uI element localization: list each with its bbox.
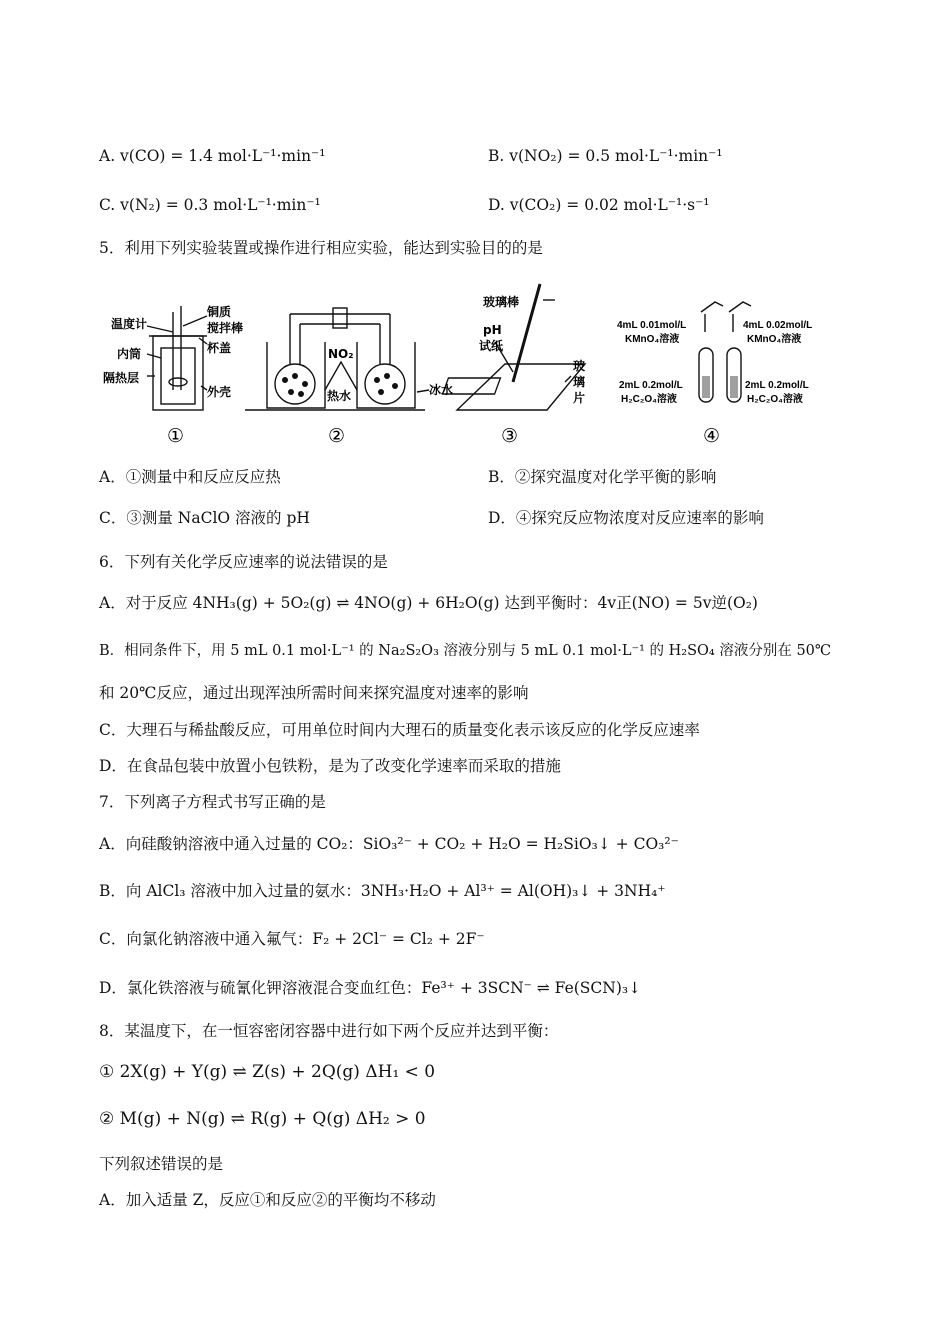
q7-option-b: B．向 AlCl₃ 溶液中加入过量的氨水：3NH₃·H₂O + Al³⁺ = Al(OH)₃↓ + 3NH₄⁺ (99, 882, 666, 900)
fig3-glass-plate (457, 364, 585, 410)
fig4-label-right-kmno4: KMnO₄溶液 (747, 334, 802, 345)
fig1-label-lid: 杯盖 (207, 341, 232, 355)
q8-reaction-2: ② M(g) + N(g) ⇌ R(g) + Q(g) ΔH₂ > 0 (99, 1109, 426, 1129)
q8-question: 下列叙述错误的是 (99, 1155, 224, 1173)
fig1-label-shell: 外壳 (207, 385, 232, 399)
q4-option-d: D. v(CO₂) = 0.02 mol·L⁻¹·s⁻¹ (488, 196, 710, 214)
fig1-label-insulation: 隔热层 (103, 371, 140, 385)
fig3-number: ③ (501, 425, 519, 447)
q8-stem: 8．某温度下，在一恒容密闭容器中进行如下两个反应并达到平衡： (99, 1022, 559, 1040)
q5-option-b: B．②探究温度对化学平衡的影响 (488, 468, 717, 486)
fig4-label-right-h2c2o4: H₂C₂O₄溶液 (747, 394, 803, 405)
fig4-label-right-h2c2o4-conc: 2mL 0.2mol/L (745, 380, 809, 391)
fig2-right-bulb (365, 364, 405, 404)
q6-option-c: C．大理石与稀盐酸反应，可用单位时间内大理石的质量变化表示该反应的化学反应速率 (99, 721, 700, 739)
fig2-number: ② (328, 425, 346, 447)
q5-stem: 5．利用下列实验装置或操作进行相应实验，能达到实验目的的是 (99, 239, 543, 257)
q8-option-a: A．加入适量 Z，反应①和反应②的平衡均不移动 (99, 1191, 436, 1209)
fig3-label-glass-1: 玻 (573, 359, 586, 373)
q6-option-a: A．对于反应 4NH₃(g) + 5O₂(g) ⇌ 4NO(g) + 6H₂O(g) 达到平衡时：4v正(NO) = 5v逆(O₂) (99, 594, 758, 612)
q7-stem: 7．下列离子方程式书写正确的是 (99, 793, 326, 811)
q4-option-c: C. v(N₂) = 0.3 mol·L⁻¹·min⁻¹ (99, 196, 321, 214)
fig1-inner-cup (161, 348, 195, 404)
fig3-label-glass-2: 璃 (573, 375, 586, 389)
fig1-label-inner-cup: 内筒 (117, 347, 142, 361)
q7-option-c: C．向氯化钠溶液中通入氟气：F₂ + 2Cl⁻ = Cl₂ + 2F⁻ (99, 930, 485, 948)
q6-option-d: D．在食品包装中放置小包铁粉，是为了改变化学速率而采取的措施 (99, 757, 561, 775)
fig3-label-glass-3: 片 (573, 391, 586, 405)
q5-option-c: C．③测量 NaClO 溶液的 pH (99, 509, 310, 527)
fig4-label-left-kmno4: KMnO₄溶液 (625, 334, 680, 345)
fig1-label-stirrer: 搅拌棒 (207, 321, 244, 335)
q8-reaction-1: ① 2X(g) + Y(g) ⇌ Z(s) + 2Q(g) ΔH₁ < 0 (99, 1062, 436, 1082)
fig3-label-rod: 玻璃棒 (483, 295, 520, 309)
fig1-label-thermometer: 温度计 (111, 317, 148, 331)
q4-option-b: B. v(NO₂) = 0.5 mol·L⁻¹·min⁻¹ (488, 147, 723, 165)
q6-option-b-cont: 和 20℃反应，通过出现浑浊所需时间来探究温度对速率的影响 (99, 684, 529, 702)
q5-option-d: D．④探究反应物浓度对反应速率的影响 (488, 509, 764, 527)
q7-option-a: A．向硅酸钠溶液中通入过量的 CO₂：SiO₃²⁻ + CO₂ + H₂O = H₂SiO₃↓ + CO₃²⁻ (99, 835, 679, 853)
q5-option-a: A．①测量中和反应反应热 (99, 468, 281, 486)
fig4-number: ④ (703, 425, 721, 447)
fig1-label-copper: 铜质 (207, 305, 232, 319)
fig4-label-left-h2c2o4: H₂C₂O₄溶液 (621, 394, 677, 405)
q6-stem: 6．下列有关化学反应速率的说法错误的是 (99, 553, 388, 571)
q6-option-b: B．相同条件下，用 5 mL 0.1 mol·L⁻¹ 的 Na₂S₂O₃ 溶液分别与 5 mL 0.1 mol·L⁻¹ 的 H₂SO₄ 溶液分别在 50℃ (99, 643, 832, 659)
q7-option-d: D．氯化铁溶液与硫氰化钾溶液混合变血红色：Fe³⁺ + 3SCN⁻ ⇌ Fe(SCN)₃↓ (99, 979, 642, 997)
fig3-label-paper: 试纸 (479, 339, 504, 353)
fig3-label-ph: pH (483, 323, 502, 337)
fig4-label-left-h2c2o4-conc: 2mL 0.2mol/L (619, 380, 683, 391)
fig4-label-right-kmno4-conc: 4mL 0.02mol/L (743, 320, 813, 331)
fig2-left-bulb (275, 364, 315, 404)
fig4-label-left-kmno4-conc: 4mL 0.01mol/L (617, 320, 687, 331)
fig1-number: ① (167, 425, 185, 447)
q4-option-a: A. v(CO) = 1.4 mol·L⁻¹·min⁻¹ (99, 147, 326, 165)
fig2-label-ice-water: 冰水 (429, 383, 454, 397)
fig2-label-no2: NO₂ (328, 347, 354, 361)
q5-apparatus-figure (95, 272, 825, 452)
fig2-label-hot-water: 热水 (327, 389, 352, 403)
